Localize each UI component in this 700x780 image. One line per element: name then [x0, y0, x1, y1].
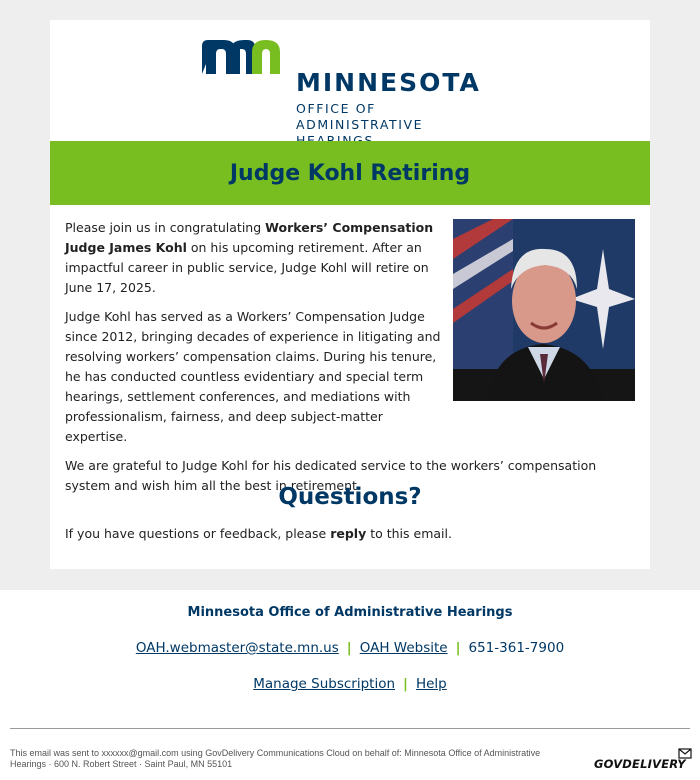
footer-subscription-links: [0, 676, 700, 692]
footer-divider: [10, 728, 690, 729]
questions-text: [65, 524, 635, 544]
help-link[interactable]: Help: [415, 676, 447, 692]
judge-portrait-photo: [453, 219, 635, 401]
questions-text-start: If you have questions or feedback, please: [65, 526, 331, 541]
manage-subscription-link[interactable]: Manage Subscription: [253, 676, 396, 692]
footer-contact-links: [0, 640, 700, 656]
career-paragraph: Judge Kohl has served as a Workers’ Compensation Judge since 2012, bringing decades of experience in litigating and resolving workers’ compensation claims. During his tenure, he has conducted countless evidentiary and special term hearings, settlement conferences, and mediations with professionalism, fairness, and deep subject-matter expertise.: [65, 309, 441, 444]
govdelivery-wordmark: GOVDELIVERY: [594, 757, 686, 771]
email-card: [50, 20, 650, 569]
email-disclaimer: This email was sent to xxxxxx@gmail.com using GovDelivery Communications Cloud on behalf of: Minnesota Office of Administrative Hearings · 600 N. Robert Street · Saint Paul, MN 55101: [10, 748, 541, 769]
title-banner: [50, 141, 650, 205]
govdelivery-logo[interactable]: [594, 747, 694, 775]
announcement-body: [65, 218, 635, 505]
website-link[interactable]: OAH Website: [359, 640, 448, 656]
reply-emphasis: reply: [330, 526, 367, 541]
phone-number: 651-361-7900: [468, 640, 565, 656]
footer-separator: |: [455, 640, 461, 656]
email-link[interactable]: OAH.webmaster@state.mn.us: [135, 640, 339, 656]
logo-wordmark: MINNESOTA: [296, 68, 481, 97]
intro-text-start: Please join us in congratulating: [65, 220, 266, 235]
mn-logo-mark-icon: [202, 40, 280, 76]
portrait-photo-icon: [453, 219, 635, 401]
intro-text-end: on his upcoming retirement. After an impactful career in public service, Judge Kohl will retire on June 17, 2025.: [65, 240, 429, 295]
page-title: Judge Kohl Retiring: [229, 160, 471, 186]
minnesota-oah-logo: [202, 40, 502, 132]
questions-heading: Questions?: [278, 484, 422, 510]
footer-separator: |: [346, 640, 352, 656]
questions-text-end: to this email.: [366, 526, 452, 541]
judge-name: Workers’ Compensation Judge James Kohl: [65, 220, 434, 255]
footer-organization: Minnesota Office of Administrative Hearings: [187, 605, 513, 620]
logo-subtitle: OFFICE OF ADMINISTRATIVE: [296, 101, 424, 132]
footer-separator: |: [403, 676, 408, 692]
gratitude-paragraph: We are grateful to Judge Kohl for his dedicated service to the workers’ compensation system and wish him all the best in retirement.: [65, 458, 597, 493]
